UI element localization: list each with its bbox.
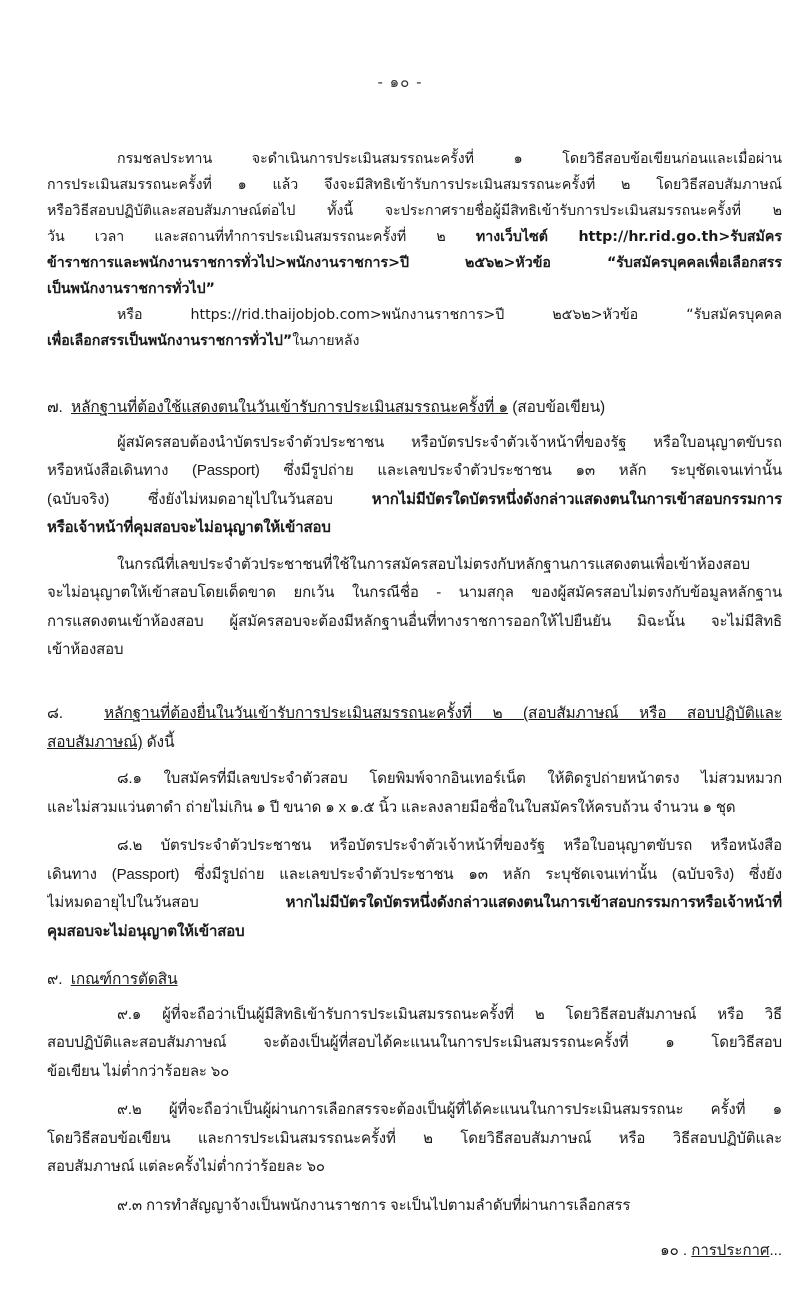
- text-line: ในกรณีที่เลขประจำตัวประชาชนที่ใช้ในการสมัครสอบไม่ตรงกับหลักฐานการแสดงตนเพื่อเข้าห้องสอบ: [117, 555, 750, 573]
- text-line: สอบปฏิบัติและสอบสัมภาษณ์ จะต้องเป็นผู้ที่สอบได้คะแนนในการประเมินสมรรถนะครั้งที่ ๑ โดยวิธีสอบ: [47, 1034, 782, 1051]
- text-line: ข้อเขียน ไม่ต่ำกว่าร้อยละ ๖๐: [47, 1062, 230, 1080]
- section-heading: สอบสัมภาษณ์) ดังนี้: [47, 733, 175, 751]
- text-line: คุมสอบจะไม่อนุญาตให้เข้าสอบ: [47, 922, 245, 940]
- page-number: - ๑๐ -: [377, 73, 423, 91]
- text-line: ๘.๑ ใบสมัครที่มีเลขประจำตัวสอบ โดยพิมพ์จากอินเทอร์เน็ต ให้ติดรูปถ่ายหน้าตรง ไม่สวมหมวก: [117, 770, 782, 787]
- text-line: เป็นพนักงานราชการทั่วไป”: [47, 281, 215, 297]
- text-line: สอบสัมภาษณ์ แต่ละครั้งไม่ต่ำกว่าร้อยละ ๖๐: [47, 1158, 325, 1175]
- intro-paragraph: [47, 146, 782, 354]
- text-line: วัน เวลา และสถานที่ทำการประเมินสมรรถนะครั้งที่ ๒ ทางเว็บไซต์ http://hr.rid.go.th>รับสมัคร: [47, 229, 782, 245]
- text-line: (ฉบับจริง) ซึ่งยังไม่หมดอายุไปในวันสอบ หากไม่มีบัตรใดบัตรหนึ่งดังกล่าวแสดงตนในการเข้าสอบกรรมการ: [47, 490, 782, 508]
- text-line: หรือวิธีสอบปฏิบัติและสอบสัมภาษณ์ต่อไป ทั้งนี้ จะประกาศรายชื่อผู้มีสิทธิเข้ารับการประเมินสมรรถนะครั้งที่ ๒: [47, 203, 782, 219]
- text-line: หรือ https://rid.thaijobjob.com>พนักงานราชการ>ปี ๒๕๖๒>หัวข้อ “รับสมัครบุคคล: [117, 307, 782, 323]
- text-line: การแสดงตนเข้าห้องสอบ ผู้สมัครสอบจะต้องมีหลักฐานอื่นที่ทางราชการออกให้ไปยืนยัน มิฉะนั้น จะไม่มีสิทธิ: [47, 612, 782, 630]
- section-9: [47, 966, 782, 1220]
- text-line: ๙.๒ ผู้ที่จะถือว่าเป็นผู้ผ่านการเลือกสรรจะต้องเป็นผู้ที่ได้คะแนนในการประเมินสมรรถนะ ครั้งที่ ๑: [117, 1101, 782, 1118]
- text-line: และไม่สวมแว่นตาดำ ถ่ายไม่เกิน ๑ ปี ขนาด ๑ x ๑.๕ นิ้ว และลงลายมือชื่อในใบสมัครให้ครบถ้วน จำนวน ๑ ชุด: [47, 798, 736, 816]
- text-line: โดยวิธีสอบข้อเขียน และการประเมินสมรรถนะครั้งที่ ๒ โดยวิธีสอบสัมภาษณ์ หรือ วิธีสอบปฏิบัติและ: [47, 1129, 782, 1147]
- text-line: กรมชลประทาน จะดำเนินการประเมินสมรรถนะครั้งที่ ๑ โดยวิธีสอบข้อเขียนก่อนและเมื่อผ่าน: [117, 151, 782, 167]
- text-line: เข้าห้องสอบ: [47, 641, 124, 658]
- text-line: หรือเจ้าหน้าที่คุมสอบจะไม่อนุญาตให้เข้าสอบ: [47, 519, 331, 536]
- text-line: ๙.๑ ผู้ที่จะถือว่าเป็นผู้มีสิทธิเข้ารับการประเมินสมรรถนะครั้งที่ ๒ โดยวิธีสอบสัมภาษณ์ หรือ วิธี: [117, 1005, 782, 1023]
- text-line: การประเมินสมรรถนะครั้งที่ ๑ แล้ว จึงจะมีสิทธิเข้ารับการประเมินสมรรถนะครั้งที่ ๒ โดยวิธีสอบสัมภาษณ์: [47, 177, 782, 193]
- section-heading: ๗. หลักฐานที่ต้องใช้แสดงตนในวันเข้ารับการประเมินสมรรถนะครั้งที่ ๑ (สอบข้อเขียน): [47, 399, 606, 416]
- text-line: จะไม่อนุญาตให้เข้าสอบโดยเด็ดขาด ยกเว้น ในกรณีชื่อ - นามสกุล ของผู้สมัครสอบไม่ตรงกับข้อมูลหลักฐาน: [47, 584, 782, 601]
- continuation-note: ๑๐ . การประกาศ...: [660, 1242, 782, 1259]
- text-line: ไม่หมดอายุไปในวันสอบ หากไม่มีบัตรใดบัตรหนึ่งดังกล่าวแสดงตนในการเข้าสอบกรรมการหรือเจ้าหน้าที่: [47, 894, 782, 911]
- section-7: [47, 394, 782, 665]
- section-heading: ๘. หลักฐานที่ต้องยื่นในวันเข้ารับการประเมินสมรรถนะครั้งที่ ๒ (สอบสัมภาษณ์ หรือ สอบปฏิบัติและ: [47, 705, 782, 722]
- text-line: ๘.๒ บัตรประจำตัวประชาชน หรือบัตรประจำตัวเจ้าหน้าที่ของรัฐ หรือใบอนุญาตขับรถ หรือหนังสือ: [117, 837, 782, 854]
- text-line: ข้าราชการและพนักงานราชการทั่วไป>พนักงานราชการ>ปี ๒๕๖๒>หัวข้อ “รับสมัครบุคคลเพื่อเลือกสรร: [47, 255, 782, 271]
- text-line: เพื่อเลือกสรรเป็นพนักงานราชการทั่วไป”ในภายหลัง: [47, 333, 360, 349]
- website-link-text: ทางเว็บไซต์ http://hr.rid.go.th>รับสมัคร: [475, 229, 782, 245]
- text-line: ๙.๓ การทำสัญญาจ้างเป็นพนักงานราชการ จะเป็นไปตามลำดับที่ผ่านการเลือกสรร: [117, 1196, 631, 1214]
- text-line: เดินทาง (Passport) ซึ่งมีรูปถ่าย และเลขประจำตัวประชาชน ๑๓ หลัก ระบุชัดเจนเท่านั้น (ฉบับจริง) ซึ่งยัง: [47, 865, 782, 883]
- text-line: หรือหนังสือเดินทาง (Passport) ซึ่งมีรูปถ่าย และเลขประจำตัวประชาชน ๑๓ หลัก ระบุชัดเจนเท่านั้น: [47, 462, 782, 479]
- text-line: ผู้สมัครสอบต้องนำบัตรประจำตัวประชาชน หรือบัตรประจำตัวเจ้าหน้าที่ของรัฐ หรือใบอนุญาตขับรถ: [117, 433, 782, 451]
- section-heading: ๙. เกณฑ์การตัดสิน: [47, 971, 178, 988]
- section-8: [47, 700, 782, 946]
